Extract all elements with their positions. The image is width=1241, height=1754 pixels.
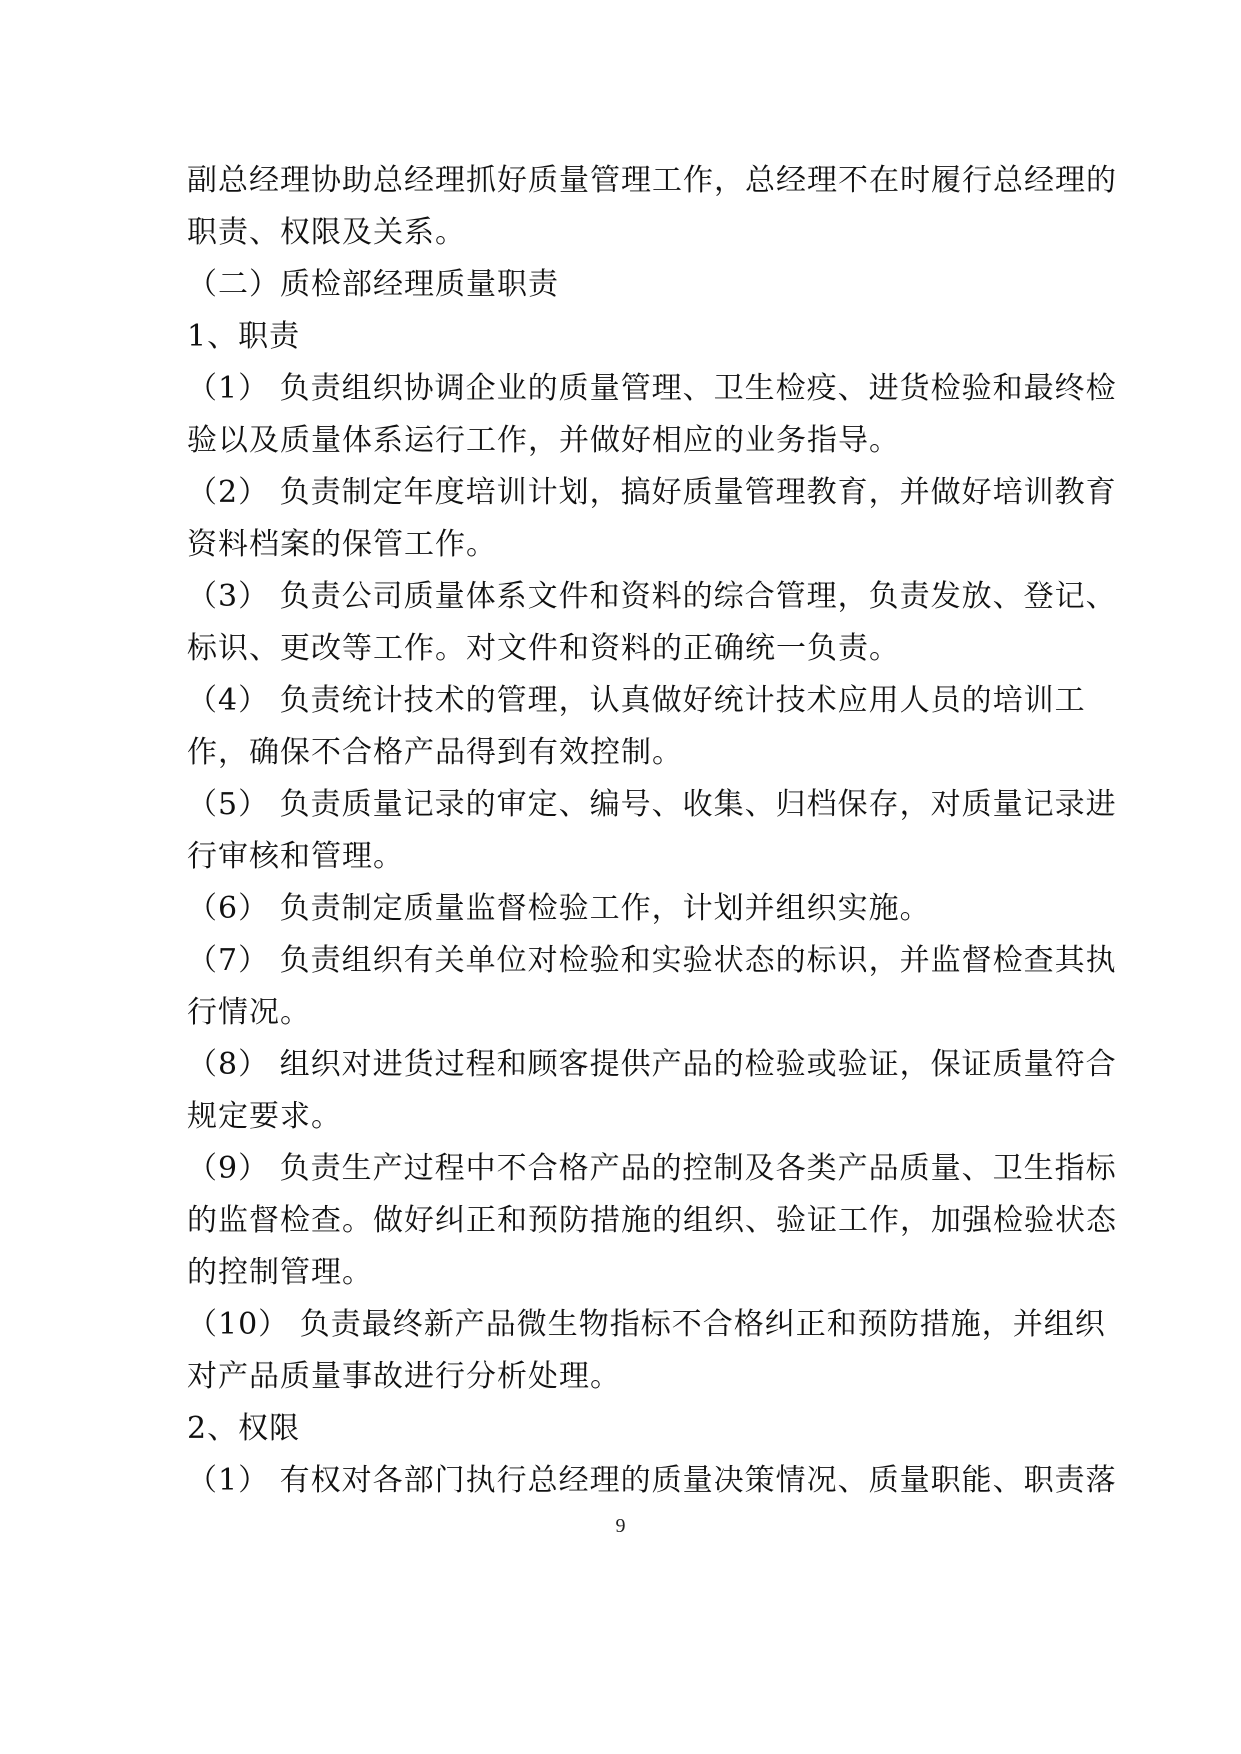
page-number: 9 (615, 1515, 626, 1537)
subheading-authority: 2、权限 (187, 1411, 301, 1446)
duty-item-1: （1） 负责组织协调企业的质量管理、卫生检疫、进货检验和最终检验以及质量体系运行工作，并做好相应的业务指导。 (187, 371, 1117, 458)
paragraph-deputy-gm: 副总经理协助总经理抓好质量管理工作，总经理不在时履行总经理的职责、权限及关系。 (187, 163, 1117, 250)
duty-item-5: （5） 负责质量记录的审定、编号、收集、归档保存，对质量记录进行审核和管理。 (187, 787, 1117, 874)
duty-item-3: （3） 负责公司质量体系文件和资料的综合管理，负责发放、登记、标识、更改等工作。对文件和资料的正确统一负责。 (187, 579, 1117, 666)
document-body (187, 155, 1117, 1507)
duty-item-6: （6） 负责制定质量监督检验工作，计划并组织实施。 (187, 891, 931, 926)
duty-item-8: （8） 组织对进货过程和顾客提供产品的检验或验证，保证质量符合规定要求。 (187, 1047, 1117, 1134)
authority-item-1: （1） 有权对各部门执行总经理的质量决策情况、质量职能、职责落 (187, 1463, 1117, 1498)
duty-item-2: （2） 负责制定年度培训计划，搞好质量管理教育，并做好培训教育资料档案的保管工作。 (187, 475, 1117, 562)
duty-item-10: （10） 负责最终新产品微生物指标不合格纠正和预防措施，并组织对产品质量事故进行分析处理。 (187, 1307, 1106, 1394)
subheading-duties: 1、职责 (187, 319, 301, 354)
section-heading-qc-manager: （二）质检部经理质量职责 (187, 267, 559, 302)
duty-item-4: （4） 负责统计技术的管理，认真做好统计技术应用人员的培训工作，确保不合格产品得到有效控制。 (187, 683, 1086, 770)
duty-item-7: （7） 负责组织有关单位对检验和实验状态的标识，并监督检查其执行情况。 (187, 943, 1117, 1030)
duty-item-9: （9） 负责生产过程中不合格产品的控制及各类产品质量、卫生指标的监督检查。做好纠正和预防措施的组织、验证工作，加强检验状态的控制管理。 (187, 1151, 1117, 1290)
